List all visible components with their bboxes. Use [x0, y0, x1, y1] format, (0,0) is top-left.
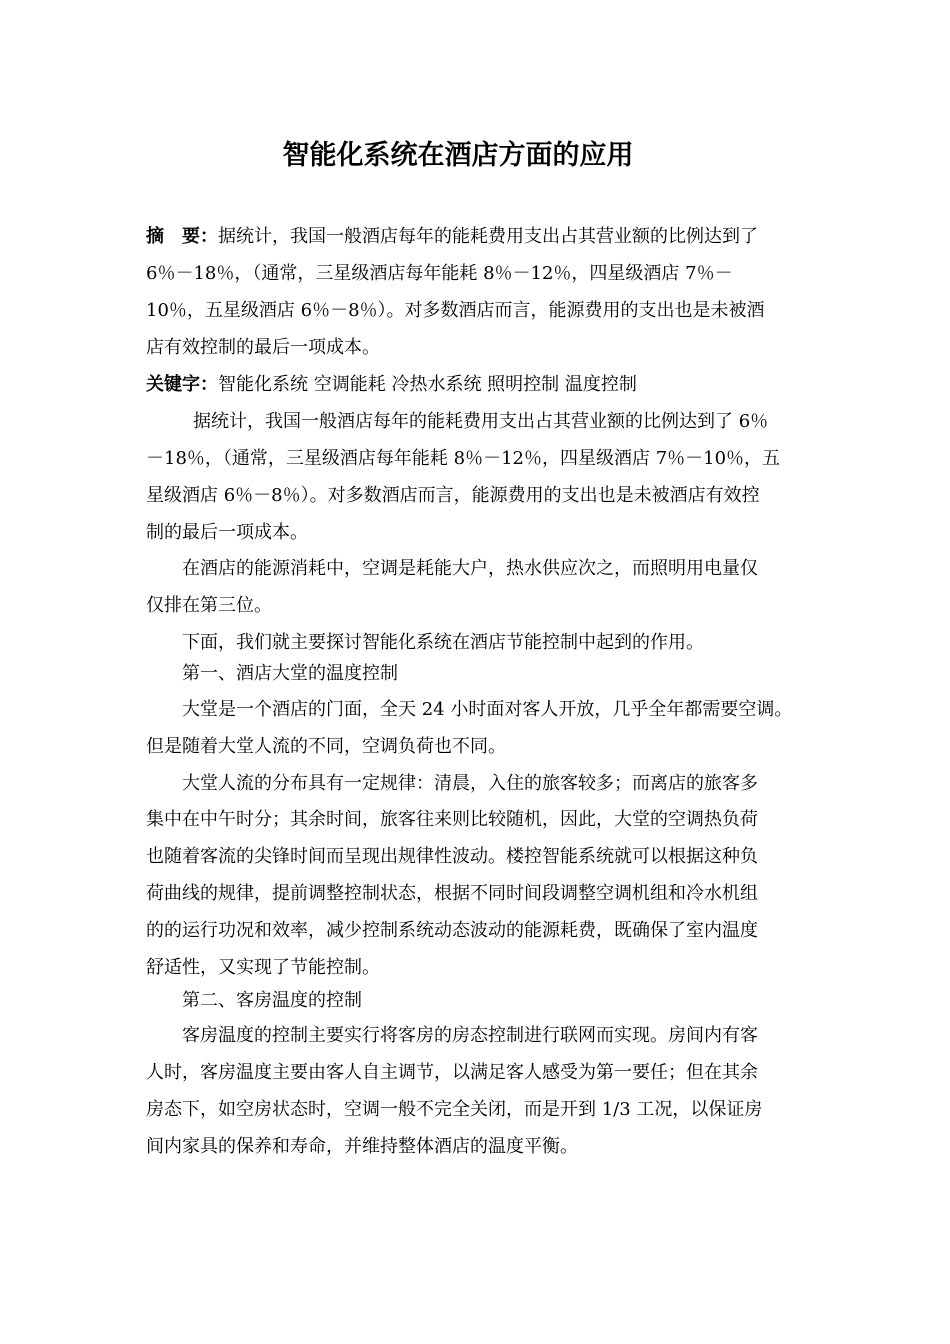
- abstract-label: 摘 要：: [146, 226, 218, 247]
- body-line: 人时，客房温度主要由客人自主调节，以满足客人感受为第一要任；但在其余: [146, 1062, 758, 1083]
- keywords-label: 关键字：: [146, 374, 218, 395]
- body-line: 据统计，我国一般酒店每年的能耗费用支出占其营业额的比例达到了 6％: [193, 411, 769, 432]
- body-line: 集中在中午时分；其余时间，旅客往来则比较随机，因此，大堂的空调热负荷: [146, 809, 758, 830]
- abstract-line: 6％－18％，（通常，三星级酒店每年能耗 8％－12％，四星级酒店 7％－: [146, 263, 733, 284]
- body-line: 房态下，如空房状态时，空调一般不完全关闭，而是开到 1/3 工况，以保证房: [146, 1099, 763, 1120]
- body-line: 但是随着大堂人流的不同，空调负荷也不同。: [146, 736, 506, 757]
- body-line: 大堂人流的分布具有一定规律：清晨，入住的旅客较多；而离店的旅客多: [182, 773, 758, 794]
- abstract-line: 10％，五星级酒店 6％－8％）。对多数酒店而言，能源费用的支出也是未被酒: [146, 300, 765, 321]
- body-line: 星级酒店 6％－8％）。对多数酒店而言，能源费用的支出也是未被酒店有效控: [146, 485, 760, 506]
- body-line: 仅排在第三位。: [146, 595, 272, 616]
- body-line: 制的最后一项成本。: [146, 522, 308, 543]
- body-line: －18％，（通常，三星级酒店每年能耗 8％－12％，四星级酒店 7％－10％，五: [146, 448, 781, 469]
- body-line: 大堂是一个酒店的门面，全天 24 小时面对客人开放，几乎全年都需要空调。: [182, 699, 793, 720]
- body-line: 也随着客流的尖锋时间而呈现出规律性波动。楼控智能系统就可以根据这种负: [146, 846, 758, 867]
- keywords-text: 智能化系统 空调能耗 冷热水系统 照明控制 温度控制: [218, 374, 637, 395]
- body-line: 在酒店的能源消耗中，空调是耗能大户，热水供应次之，而照明用电量仅: [182, 558, 758, 579]
- body-line: 客房温度的控制主要实行将客房的房态控制进行联网而实现。房间内有客: [182, 1025, 758, 1046]
- page-title: 智能化系统在酒店方面的应用: [282, 140, 634, 171]
- body-line: 下面，我们就主要探讨智能化系统在酒店节能控制中起到的作用。: [182, 632, 704, 653]
- keywords-line: [146, 372, 637, 398]
- body-line: 荷曲线的规律，提前调整控制状态，根据不同时间段调整空调机组和冷水机组: [146, 883, 758, 904]
- body-line: 间内家具的保养和寿命，并维持整体酒店的温度平衡。: [146, 1136, 578, 1157]
- abstract-line: 店有效控制的最后一项成本。: [146, 337, 380, 358]
- section-heading: 第一、酒店大堂的温度控制: [182, 663, 398, 684]
- body-line: 的的运行功况和效率，减少控制系统动态波动的能源耗费，既确保了室内温度: [146, 920, 758, 941]
- abstract-line: [146, 224, 758, 250]
- abstract-text: 据统计，我国一般酒店每年的能耗费用支出占其营业额的比例达到了: [218, 226, 758, 247]
- body-line: 舒适性，又实现了节能控制。: [146, 957, 380, 978]
- section-heading: 第二、客房温度的控制: [182, 990, 362, 1011]
